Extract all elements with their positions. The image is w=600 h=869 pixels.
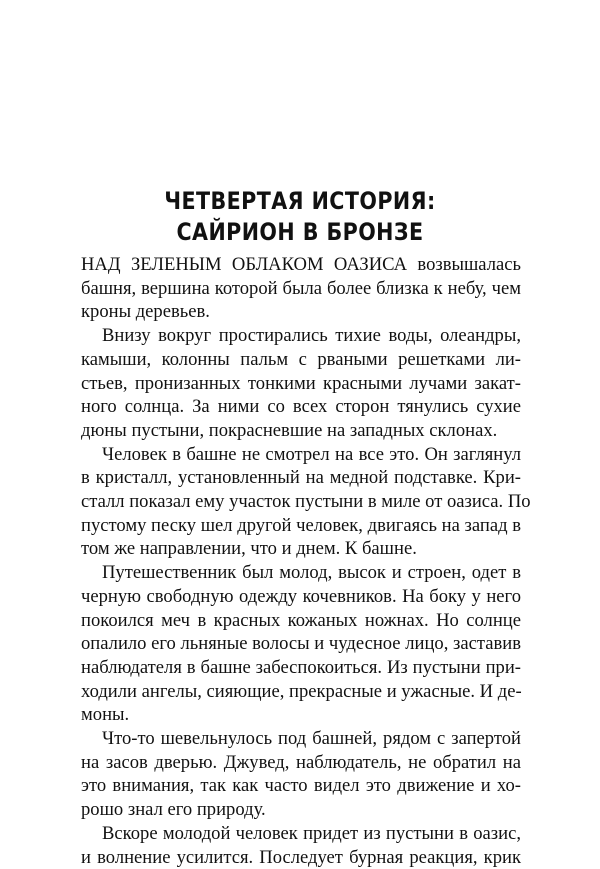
text-line: черную свободную одежду кочевников. На боку у него [81, 585, 521, 607]
text-line: НАД ЗЕЛЕНЫМ ОБЛАКОМ ОАЗИСА возвышалась [81, 254, 521, 275]
text-line: Человек в башне не смотрел на все это. Он заглянул [102, 443, 521, 465]
text-line: наблюдателя в башне забеспокоиться. Из пустыни при- [81, 656, 521, 678]
text-line: Что-то шевельнулось под башней, рядом с запертой [102, 728, 521, 750]
text-line: стьев, пронизанных тонкими красными лучами закат- [81, 372, 521, 394]
text-line: башня, вершина которой была более близка к небу, чем [81, 277, 521, 299]
text-line: том же направлении, что и днем. К башне. [81, 538, 417, 560]
chapter-title-line-1: ЧЕТВЕРТАЯ ИСТОРИЯ: [164, 187, 436, 215]
text-line: кроны деревьев. [81, 301, 210, 323]
text-line: рошо знал его природу. [81, 799, 266, 821]
chapter-title [42, 186, 558, 248]
chapter-body [81, 253, 531, 869]
text-line: на засов дверью. Джувед, наблюдатель, не обратил на [81, 751, 521, 773]
text-line: пустому песку шел другой человек, двигаясь на запад в [81, 514, 521, 536]
text-line: это внимания, так как часто видел это движение и хо- [81, 775, 521, 797]
text-line: и волнение усилится. Последует бурная реакция, крик [81, 846, 521, 868]
text-line: опалило его льняные волосы и чудесное лицо, заставив [81, 633, 521, 655]
text-line: Путешественник был молод, высок и строен, одет в [102, 562, 521, 584]
text-line: дюны пустыни, покрасневшие на западных склонах. [81, 419, 498, 441]
text-line: камыши, колонны пальм с рваными решетками ли- [81, 348, 521, 370]
text-line: Внизу вокруг простирались тихие воды, олеандры, [102, 325, 521, 347]
chapter-title-line-2: САЙРИОН В БРОНЗЕ [176, 218, 424, 246]
text-line: ходили ангелы, сияющие, прекрасные и ужасные. И де- [81, 680, 522, 702]
text-line: в кристалл, установленный на медной подставке. Кри- [81, 467, 521, 489]
text-line: ного солнца. За ними со всех сторон тянулись сухие [81, 396, 521, 418]
text-line: сталл показал ему участок пустыни в миле от оазиса. По [81, 491, 531, 513]
text-line: Вскоре молодой человек придет из пустыни в оазис, [102, 822, 521, 844]
text-line: моны. [81, 704, 130, 726]
text-line: покоился меч в красных кожаных ножнах. Но солнце [81, 609, 521, 631]
